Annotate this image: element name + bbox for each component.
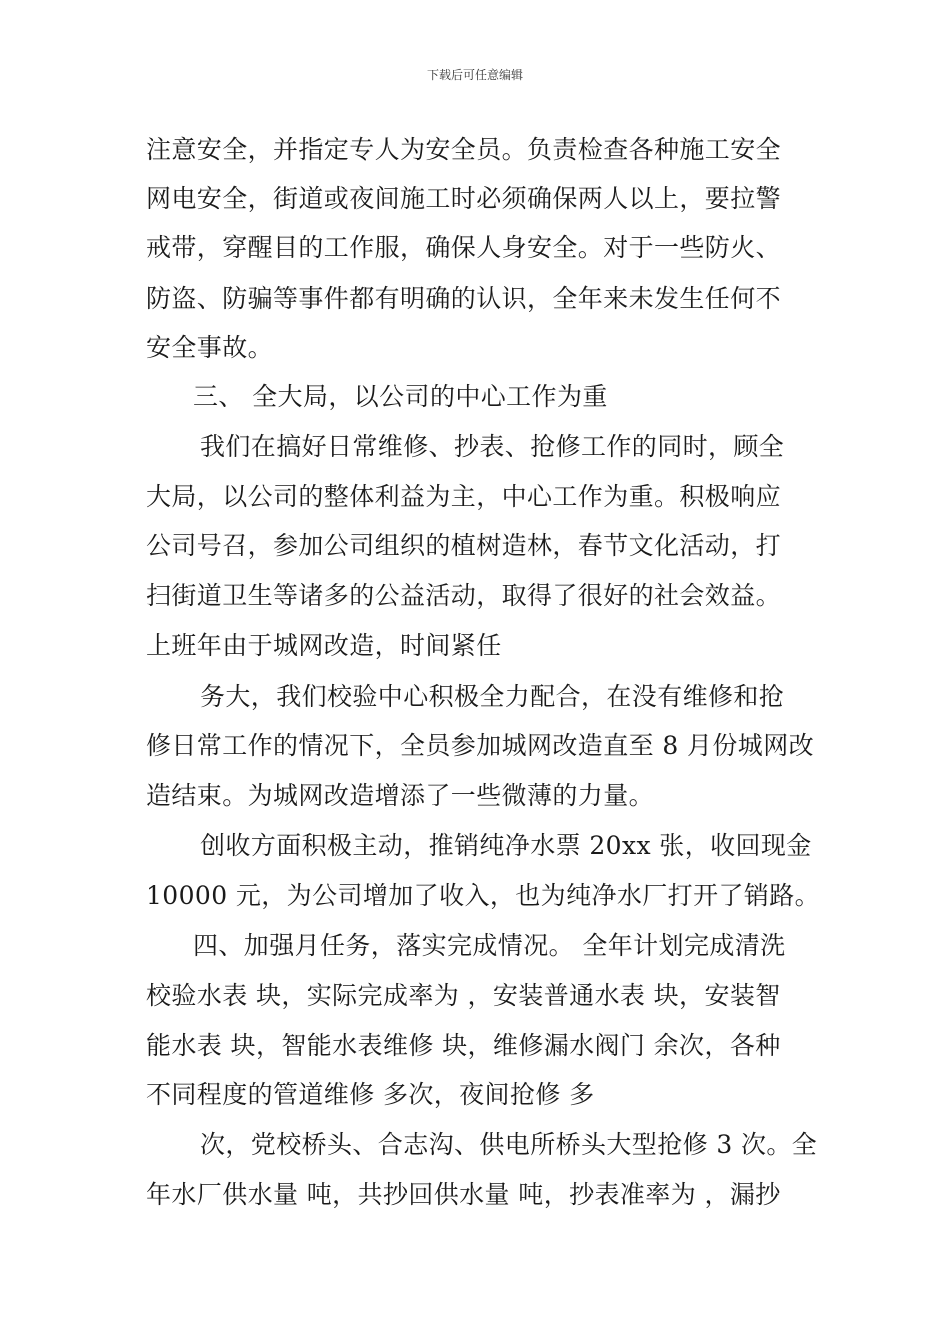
paragraph-line: 修日常工作的情况下，全员参加城网改造直至 8 月份城网改 [146, 731, 815, 760]
page-header: 下载后可任意编辑 [426, 68, 523, 82]
paragraph-line: 能水表 块，智能水表维修 块，维修漏水阀门 余次，各种 [146, 1031, 781, 1060]
paragraph-line: 防盗、防骗等事件都有明确的认识，全年来未发生任何不 [146, 284, 782, 313]
paragraph-line: 我们在搞好日常维修、抄表、抢修工作的同时，顾全 [200, 432, 785, 461]
paragraph-line: 次，党校桥头、合志沟、供电所桥头大型抢修 3 次。全 [200, 1130, 818, 1159]
paragraph-line: 创收方面积极主动，推销纯净水票 20xx 张，收回现金 [200, 831, 812, 860]
paragraph-line: 戒带，穿醒目的工作服，确保人身安全。对于一些防火、 [146, 233, 782, 262]
paragraph-line: 务大，我们校验中心积极全力配合，在没有维修和抢 [200, 682, 785, 711]
section-heading: 四、加强月任务，落实完成情况。 全年计划完成清洗 [193, 931, 786, 960]
paragraph-line: 10000 元，为公司增加了收入，也为纯净水厂打开了销路。 [146, 881, 821, 910]
paragraph-line: 扫街道卫生等诸多的公益活动，取得了很好的社会效益。 [146, 581, 782, 610]
paragraph-line: 公司号召，参加公司组织的植树造林，春节文化活动，打 [146, 531, 782, 560]
section-heading: 三、 全大局，以公司的中心工作为重 [193, 382, 608, 411]
paragraph-line: 造结束。为城网改造增添了一些微薄的力量。 [146, 781, 655, 810]
paragraph-line: 大局，以公司的整体利益为主，中心工作为重。积极响应 [146, 482, 782, 511]
paragraph-line: 安全事故。 [146, 333, 274, 362]
paragraph-line: 校验水表 块，实际完成率为 ，安装普通水表 块，安装智 [146, 981, 781, 1010]
paragraph-line: 注意安全，并指定专人为安全员。负责检查各种施工安全 [146, 135, 782, 164]
paragraph-line: 年水厂供水量 吨，共抄回供水量 吨，抄表准率为 ，漏抄 [146, 1180, 781, 1209]
paragraph-line: 不同程度的管道维修 多次，夜间抢修 多 [146, 1080, 595, 1109]
paragraph-line: 网电安全，街道或夜间施工时必须确保两人以上，要拉警 [146, 184, 782, 213]
paragraph-line: 上班年由于城网改造，时间紧任 [146, 631, 502, 660]
